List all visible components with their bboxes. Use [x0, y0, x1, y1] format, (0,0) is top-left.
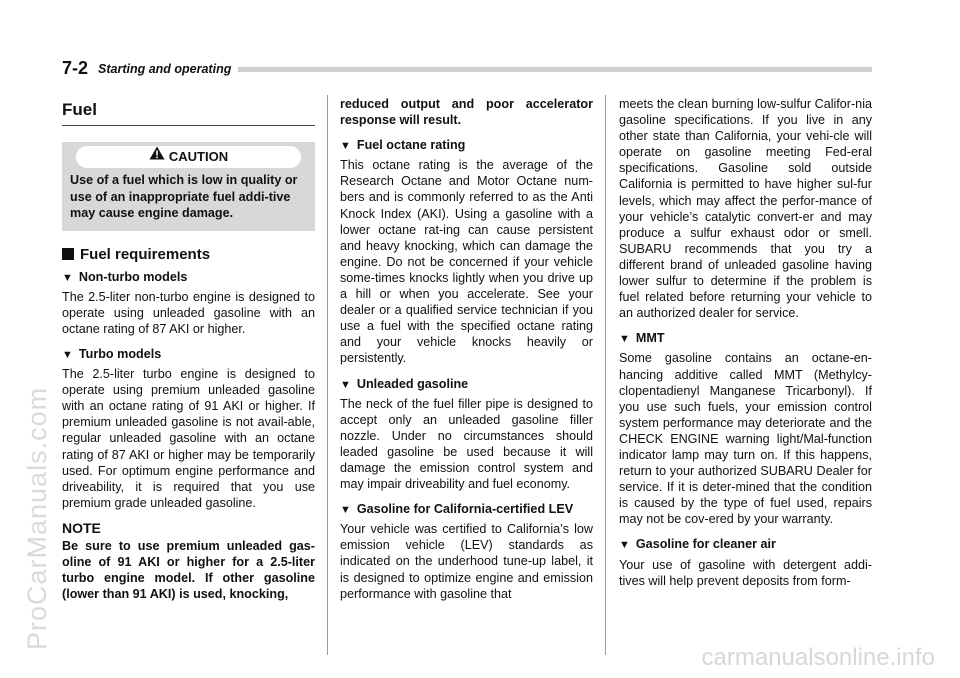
column-divider: [605, 95, 606, 655]
california-text: Your vehicle was certified to California’s low emission vehicle (LEV) standards as indicated on the underhood tune-up label, it is designed to optimize engine and emission performance with gasoline that: [340, 522, 593, 601]
octane-heading: ▼ Fuel octane rating: [340, 137, 593, 154]
down-triangle-icon: ▼: [619, 333, 630, 346]
column-3: [619, 96, 872, 589]
page-number: 7-2: [62, 58, 89, 78]
turbo-text: The 2.5-liter turbo engine is designed to operate using premium unleaded gasoline with an octane rating of 91 AKI or higher. If premium unleaded gasoline is not avail-able, regular unleaded gasoline with an octane rating of 87 AKI or higher may be temporarily used. For optimum engine performance and driveability, it is required that you use premium grade unleaded gasoline.: [62, 367, 315, 510]
unleaded-heading: ▼ Unleaded gasoline: [340, 376, 593, 393]
note-heading: NOTE: [62, 519, 101, 536]
note-text-continued: reduced output and poor accelerator response will result.: [340, 97, 593, 128]
warning-triangle-icon: [149, 145, 165, 167]
side-watermark: ProCarManuals.com: [22, 386, 52, 650]
down-triangle-icon: ▼: [62, 271, 73, 284]
page-header: [62, 58, 872, 78]
caution-label: [76, 146, 301, 168]
header-rule: [238, 67, 872, 72]
page-title: Fuel: [62, 100, 97, 119]
cleaner-air-text: Your use of gasoline with detergent addi-tives will help prevent deposits from form-: [619, 557, 872, 588]
caution-text: Use of a fuel which is low in quality or use of an inappropriate fuel addi-tive may cause engine damage.: [70, 173, 298, 220]
cleaner-air-heading: ▼ Gasoline for cleaner air: [619, 536, 872, 553]
down-triangle-icon: ▼: [619, 539, 630, 552]
mmt-heading: ▼ MMT: [619, 330, 872, 347]
fuel-requirements-heading: Fuel requirements: [62, 247, 315, 263]
section-title: Starting and operating: [98, 62, 232, 76]
california-text-continued: meets the clean burning low-sulfur Califor-nia gasoline specifications. If you live in any other state than California, your vehi-cle will operate on gasoline meeting Fed-eral specifications. Gasoline sold outside California is permitted to have higher sul-fur levels, which may affect the perfor-mance of your vehicle’s catalytic convert-er and may produce a sulfur exhaust odor or smell. SUBARU recommends that you try a different brand of unleaded gasoline having lower sulfur to determine if the problem is fuel related before returning your vehicle to an authorized dealer for service.: [619, 97, 872, 321]
column-1: [62, 96, 315, 602]
mmt-text: Some gasoline contains an octane-en-hancing additive called MMT (Methylcy-clopentadienyl Manganese Tricarbonyl). If you use such fuels, your emission control system performance may deteriorate and the CHECK ENGINE warning light/Mal-function indicator lamp may turn on. If this happens, return to your authorized SUBARU Dealer for service. If it is deter-mined that the condition is caused by the type of fuel used, repairs may not be cov-ered by your warranty.: [619, 351, 872, 527]
turbo-heading: ▼ Turbo models: [62, 346, 315, 363]
down-triangle-icon: ▼: [340, 378, 351, 391]
non-turbo-text: The 2.5-liter non-turbo engine is designed to operate using unleaded gasoline with an octane rating of 87 AKI or higher.: [62, 289, 315, 336]
column-divider: [327, 95, 328, 655]
bottom-watermark: carmanualsonline.info: [701, 644, 935, 671]
note-text: Be sure to use premium unleaded gas-oline of 91 AKI or higher for a 2.5-liter turbo engine model. If other gasoline (lower than 91 AKI) is used, knocking,: [62, 539, 315, 602]
caution-box: [62, 142, 315, 231]
title-rule: [62, 125, 315, 126]
unleaded-text: The neck of the fuel filler pipe is designed to accept only an unleaded gasoline filler nozzle. Under no circumstances should leaded gasoline be used because it will damage the emission control system and may impair driveability and fuel economy.: [340, 396, 593, 492]
non-turbo-heading: ▼ Non-turbo models: [62, 269, 315, 286]
down-triangle-icon: ▼: [62, 348, 73, 361]
square-bullet-icon: [62, 248, 74, 260]
down-triangle-icon: ▼: [340, 504, 351, 517]
caution-label-text: CAUTION: [168, 149, 229, 164]
down-triangle-icon: ▼: [340, 140, 351, 153]
california-heading: ▼ Gasoline for California-certified LEV: [340, 501, 593, 518]
column-2: [340, 96, 593, 602]
octane-text: This octane rating is the average of the Research Octane and Motor Octane num-bers and is commonly referred to as the Anti Knock Index (AKI). Using a gasoline with a lower octane rat-ing can cause persistent and heavy knocking, which can damage the engine. Do not be concerned if your vehicle some-times knocks lightly when you drive up a hill or when you accelerate. See your dealer or a qualified service technician if you use a fuel with the specified octane rating and your vehicle knocks heavily or persistently.: [340, 158, 593, 366]
